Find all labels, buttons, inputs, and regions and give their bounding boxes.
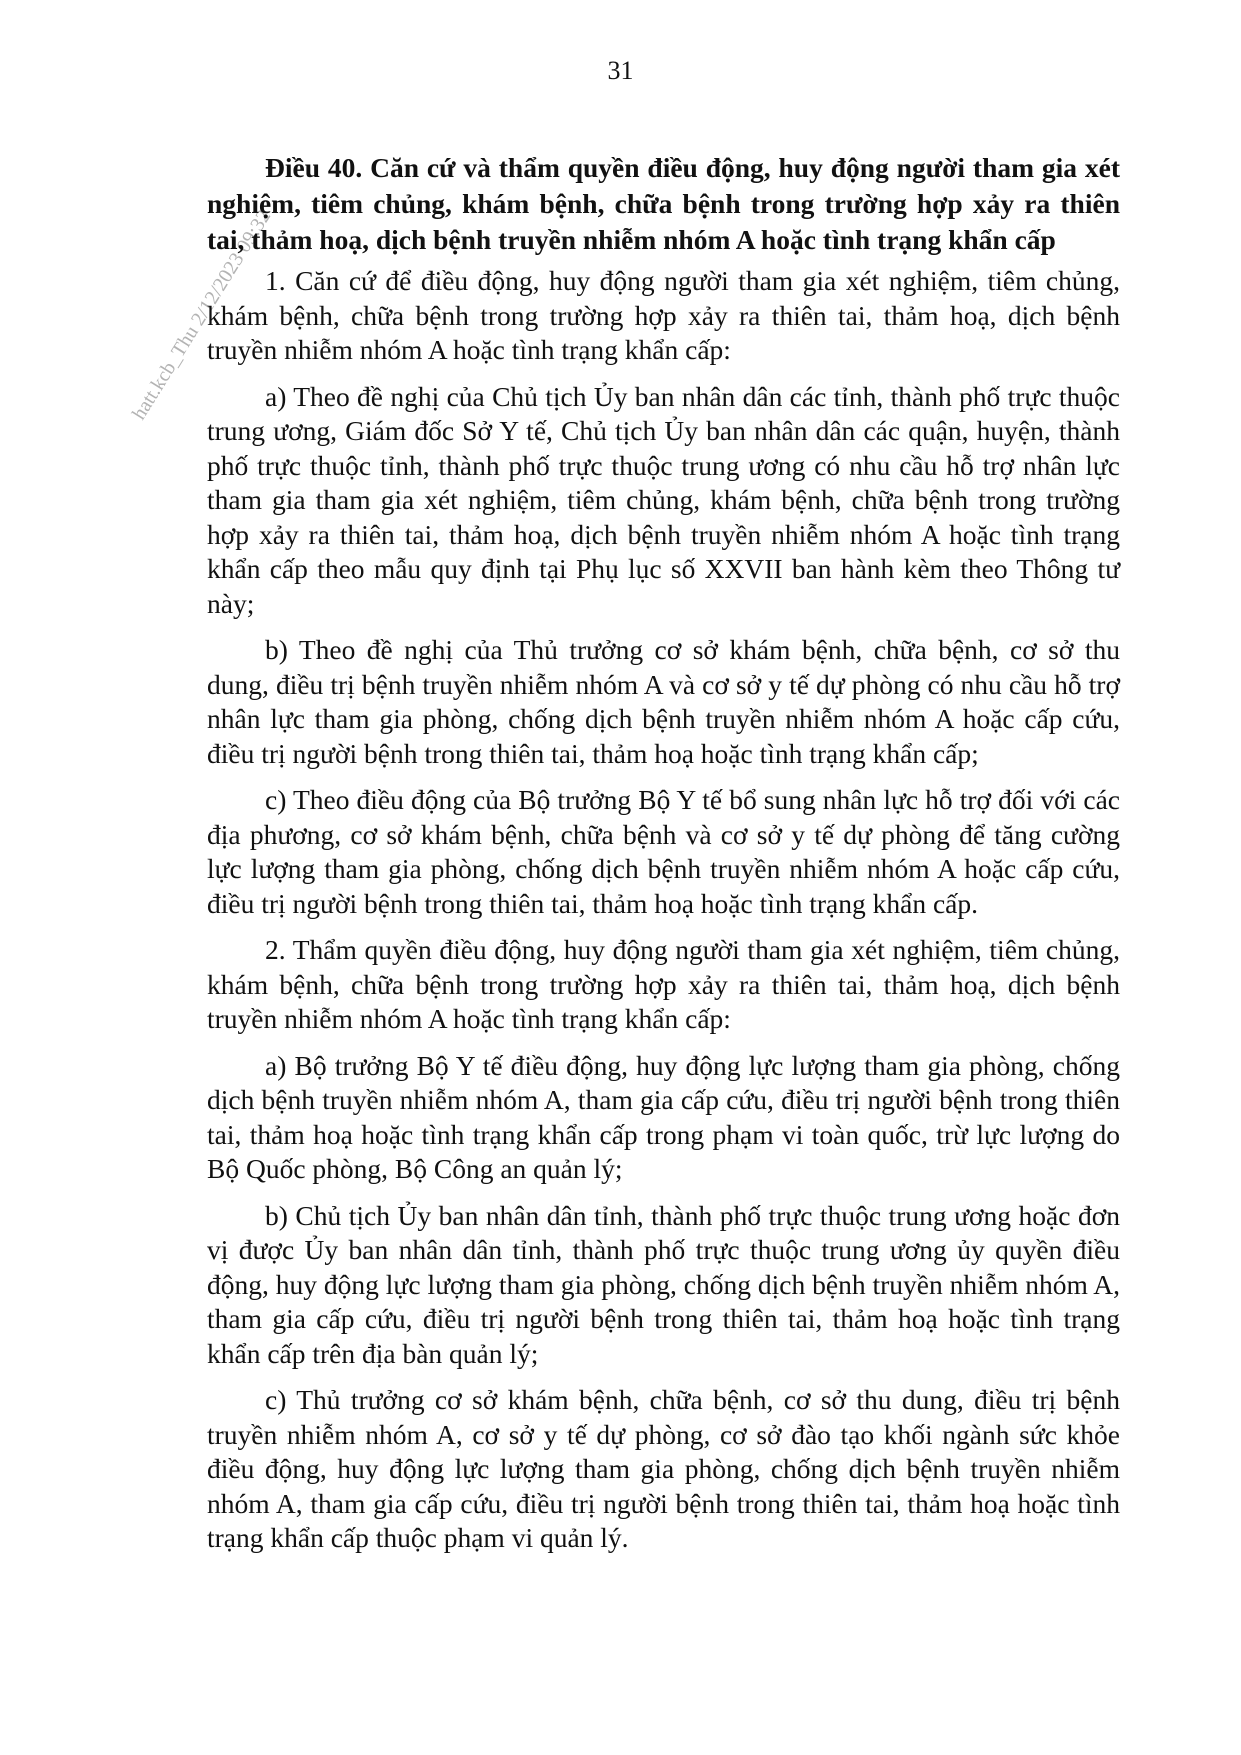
watermark: hatt.kcb_Thu 2/12/2023 09:32 (128, 206, 276, 424)
document-body (207, 150, 1120, 1568)
clause-2: 2. Thẩm quyền điều động, huy động người tham gia xét nghiệm, tiêm chủng, khám bệnh, chữa bệnh trong trường hợp xảy ra thiên tai, thảm hoạ, dịch bệnh truyền nhiễm nhóm A hoặc tình trạng khẩn cấp: (207, 934, 1120, 1034)
clause-1: 1. Căn cứ để điều động, huy động người tham gia xét nghiệm, tiêm chủng, khám bệnh, chữa bệnh trong trường hợp xảy ra thiên tai, thảm hoạ, dịch bệnh truyền nhiễm nhóm A hoặc tình trạng khẩn cấp: (207, 265, 1120, 365)
clause-2-point-a: a) Bộ trưởng Bộ Y tế điều động, huy động lực lượng tham gia phòng, chống dịch bệnh truyền nhiễm nhóm A, tham gia cấp cứu, điều trị người bệnh trong thiên tai, thảm hoạ hoặc tình trạng khẩn cấp trong phạm vi toàn quốc, trừ lực lượng do Bộ Quốc phòng, Bộ Công an quản lý; (207, 1049, 1120, 1184)
clause-2-point-c: c) Thủ trưởng cơ sở khám bệnh, chữa bệnh, cơ sở thu dung, điều trị bệnh truyền nhiễm nhóm A, cơ sở y tế dự phòng, cơ sở đào tạo khối ngành sức khỏe điều động, huy động lực lượng tham gia phòng, chống dịch bệnh truyền nhiễm nhóm A, tham gia cấp cứu, điều trị người bệnh trong thiên tai, thảm hoạ hoặc tình trạng khẩn cấp thuộc phạm vi quản lý. (207, 1384, 1120, 1553)
clause-1-point-b: b) Theo đề nghị của Thủ trưởng cơ sở khám bệnh, chữa bệnh, cơ sở thu dung, điều trị bệnh truyền nhiễm nhóm A và cơ sở y tế dự phòng có nhu cầu hỗ trợ nhân lực tham gia phòng, chống dịch bệnh truyền nhiễm nhóm A hoặc cấp cứu, điều trị người bệnh trong thiên tai, thảm hoạ hoặc tình trạng khẩn cấp; (207, 634, 1120, 769)
clause-1-point-a: a) Theo đề nghị của Chủ tịch Ủy ban nhân dân các tỉnh, thành phố trực thuộc trung ương, Giám đốc Sở Y tế, Chủ tịch Ủy ban nhân dân các quận, huyện, thành phố trực thuộc tỉnh, thành phố trực thuộc trung ương có nhu cầu hỗ trợ nhân lực tham gia tham gia xét nghiệm, tiêm chủng, khám bệnh, chữa bệnh trong trường hợp xảy ra thiên tai, thảm hoạ, dịch bệnh truyền nhiễm nhóm A hoặc tình trạng khẩn cấp theo mẫu quy định tại Phụ lục số XXVII ban hành kèm theo Thông tư này; (207, 380, 1120, 619)
article-title: Điều 40. Căn cứ và thẩm quyền điều động, huy động người tham gia xét nghiệm, tiêm chủng, khám bệnh, chữa bệnh trong trường hợp xảy ra thiên tai, thảm hoạ, dịch bệnh truyền nhiễm nhóm A hoặc tình trạng khẩn cấp (207, 152, 1120, 255)
clause-2-point-b: b) Chủ tịch Ủy ban nhân dân tỉnh, thành phố trực thuộc trung ương hoặc đơn vị được Ủy ban nhân dân tỉnh, thành phố trực thuộc trung ương ủy quyền điều động, huy động lực lượng tham gia phòng, chống dịch bệnh truyền nhiễm nhóm A, tham gia cấp cứu, điều trị người bệnh trong thiên tai, thảm hoạ hoặc tình trạng khẩn cấp trên địa bàn quản lý; (207, 1199, 1120, 1369)
page-number: 31 (607, 56, 634, 85)
clause-1-point-c: c) Theo điều động của Bộ trưởng Bộ Y tế bổ sung nhân lực hỗ trợ đối với các địa phương, cơ sở khám bệnh, chữa bệnh và cơ sở y tế dự phòng để tăng cường lực lượng tham gia phòng, chống dịch bệnh truyền nhiễm nhóm A hoặc cấp cứu, điều trị người bệnh trong thiên tai, thảm hoạ hoặc tình trạng khẩn cấp. (207, 784, 1120, 919)
